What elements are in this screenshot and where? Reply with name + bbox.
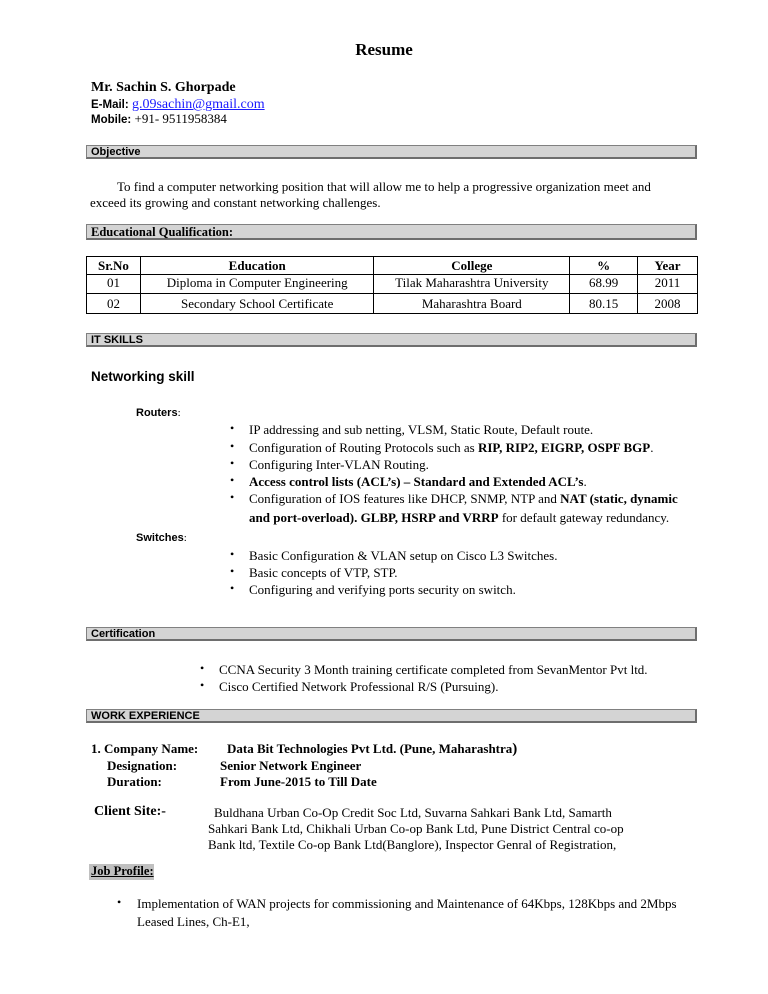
client-site-label: Client Site:- [94,804,166,819]
cell-srno: 01 [87,275,141,294]
certification-item-2: Cisco Certified Network Professional R/S (Pursuing). [219,679,499,694]
mobile-label: Mobile: [91,114,132,126]
router-bullet-5-cont: and port-overload). GLBP, HSRP and VRRP for default gateway redundancy. [249,510,670,525]
col-year: Year [638,257,698,275]
cell-college: Maharashtra Board [374,294,570,314]
cell-education: Diploma in Computer Engineering [140,275,374,294]
page-title: Resume [355,40,413,59]
email-link[interactable]: g.09sachin@gmail.com [131,97,265,112]
client-line-1: Buldhana Urban Co-Op Credit Soc Ltd, Suvarna Sahkari Bank Ltd, Samarth [214,805,612,820]
router-bullet-1: IP addressing and sub netting, VLSM, Static Route, Default route. [249,422,594,437]
education-header-row [87,257,698,275]
switch-bullet-3: Configuring and verifying ports security on switch. [249,582,516,597]
education-table [86,256,698,314]
certification-heading: Certification [91,628,156,640]
cell-percent: 68.99 [570,275,638,294]
networking-skill-heading: Networking skill [91,369,195,384]
certification-heading-bar [86,627,697,641]
bullet-icon: • [230,439,235,453]
bullet-icon: • [200,661,205,675]
candidate-name: Mr. Sachin S. Ghorpade [91,80,236,95]
company-label: 1. Company Name: [91,741,199,756]
cell-education: Secondary School Certificate [140,294,374,314]
duration-label: Duration: [107,774,162,789]
it-skills-heading-bar [86,333,697,347]
switch-bullet-2: Basic concepts of VTP, STP. [249,565,398,580]
duration-value: From June-2015 to Till Date [220,774,377,789]
bullet-icon: • [230,421,235,435]
objective-line-2: exceed its growing and constant networking challenges. [90,195,381,210]
col-srno: Sr.No [87,257,141,275]
switch-bullet-1: Basic Configuration & VLAN setup on Cisco L3 Switches. [249,548,558,563]
bullet-icon: • [230,547,235,561]
email-label: E-Mail: [91,99,129,111]
routers-label: Routers [136,407,178,419]
bullet-icon: • [230,490,235,504]
switches-line: Switches: [136,532,187,544]
bullet-icon: • [230,456,235,470]
job-profile-line-2: Leased Lines, Ch-E1, [137,914,250,929]
cell-percent: 80.15 [570,294,638,314]
mobile-number: +91- 9511958384 [134,111,227,126]
objective-heading: Objective [91,146,141,158]
router-bullet-4: Access control lists (ACL’s) – Standard and Extended ACL’s. [249,474,587,489]
it-skills-heading: IT SKILLS [91,334,143,346]
router-bullet-3: Configuring Inter-VLAN Routing. [249,457,429,472]
education-heading-bar [86,224,697,240]
certification-item-1: CCNA Security 3 Month training certificate completed from SevanMentor Pvt ltd. [219,662,648,677]
switches-label: Switches [136,532,184,544]
objective-line-1: To find a computer networking position that will allow me to help a progressive organization meet and [117,179,651,194]
client-line-2: Sahkari Bank Ltd, Chikhali Urban Co-op Bank Ltd, Pune District Central co-op [208,821,624,836]
job-profile-line-1: Implementation of WAN projects for commissioning and Maintenance of 64Kbps, 128Kbps and 2Mbps [137,896,677,911]
bullet-icon: • [230,564,235,578]
job-profile-label: Job Profile: [91,864,154,878]
table-row [87,275,698,294]
education-heading: Educational Qualification: [91,225,234,239]
routers-line: Routers: [136,407,181,419]
bullet-icon: • [230,473,235,487]
client-line-3: Bank ltd, Textile Co-op Bank Ltd(Banglore), Inspector Genral of Registration, [208,837,617,852]
designation-label: Designation: [107,758,178,773]
designation-value: Senior Network Engineer [220,758,362,773]
cell-srno: 02 [87,294,141,314]
mobile-line [91,111,227,127]
col-college: College [374,257,570,275]
work-heading-bar [86,709,697,723]
company-value: Data Bit Technologies Pvt Ltd. (Pune, Maharashtra) [227,741,518,757]
cell-college: Tilak Maharashtra University [374,275,570,294]
col-percent: % [570,257,638,275]
work-heading: WORK EXPERIENCE [91,710,200,722]
cell-year: 2008 [638,294,698,314]
table-row [87,294,698,314]
bullet-icon: • [200,678,205,692]
router-bullet-5: Configuration of IOS features like DHCP, SNMP, NTP and NAT (static, dynamic [249,491,678,506]
bullet-icon: • [117,895,122,909]
col-education: Education [140,257,374,275]
router-bullet-2: Configuration of Routing Protocols such as RIP, RIP2, EIGRP, OSPF BGP. [249,440,654,455]
cell-year: 2011 [638,275,698,294]
bullet-icon: • [230,581,235,595]
objective-heading-bar [86,145,697,159]
